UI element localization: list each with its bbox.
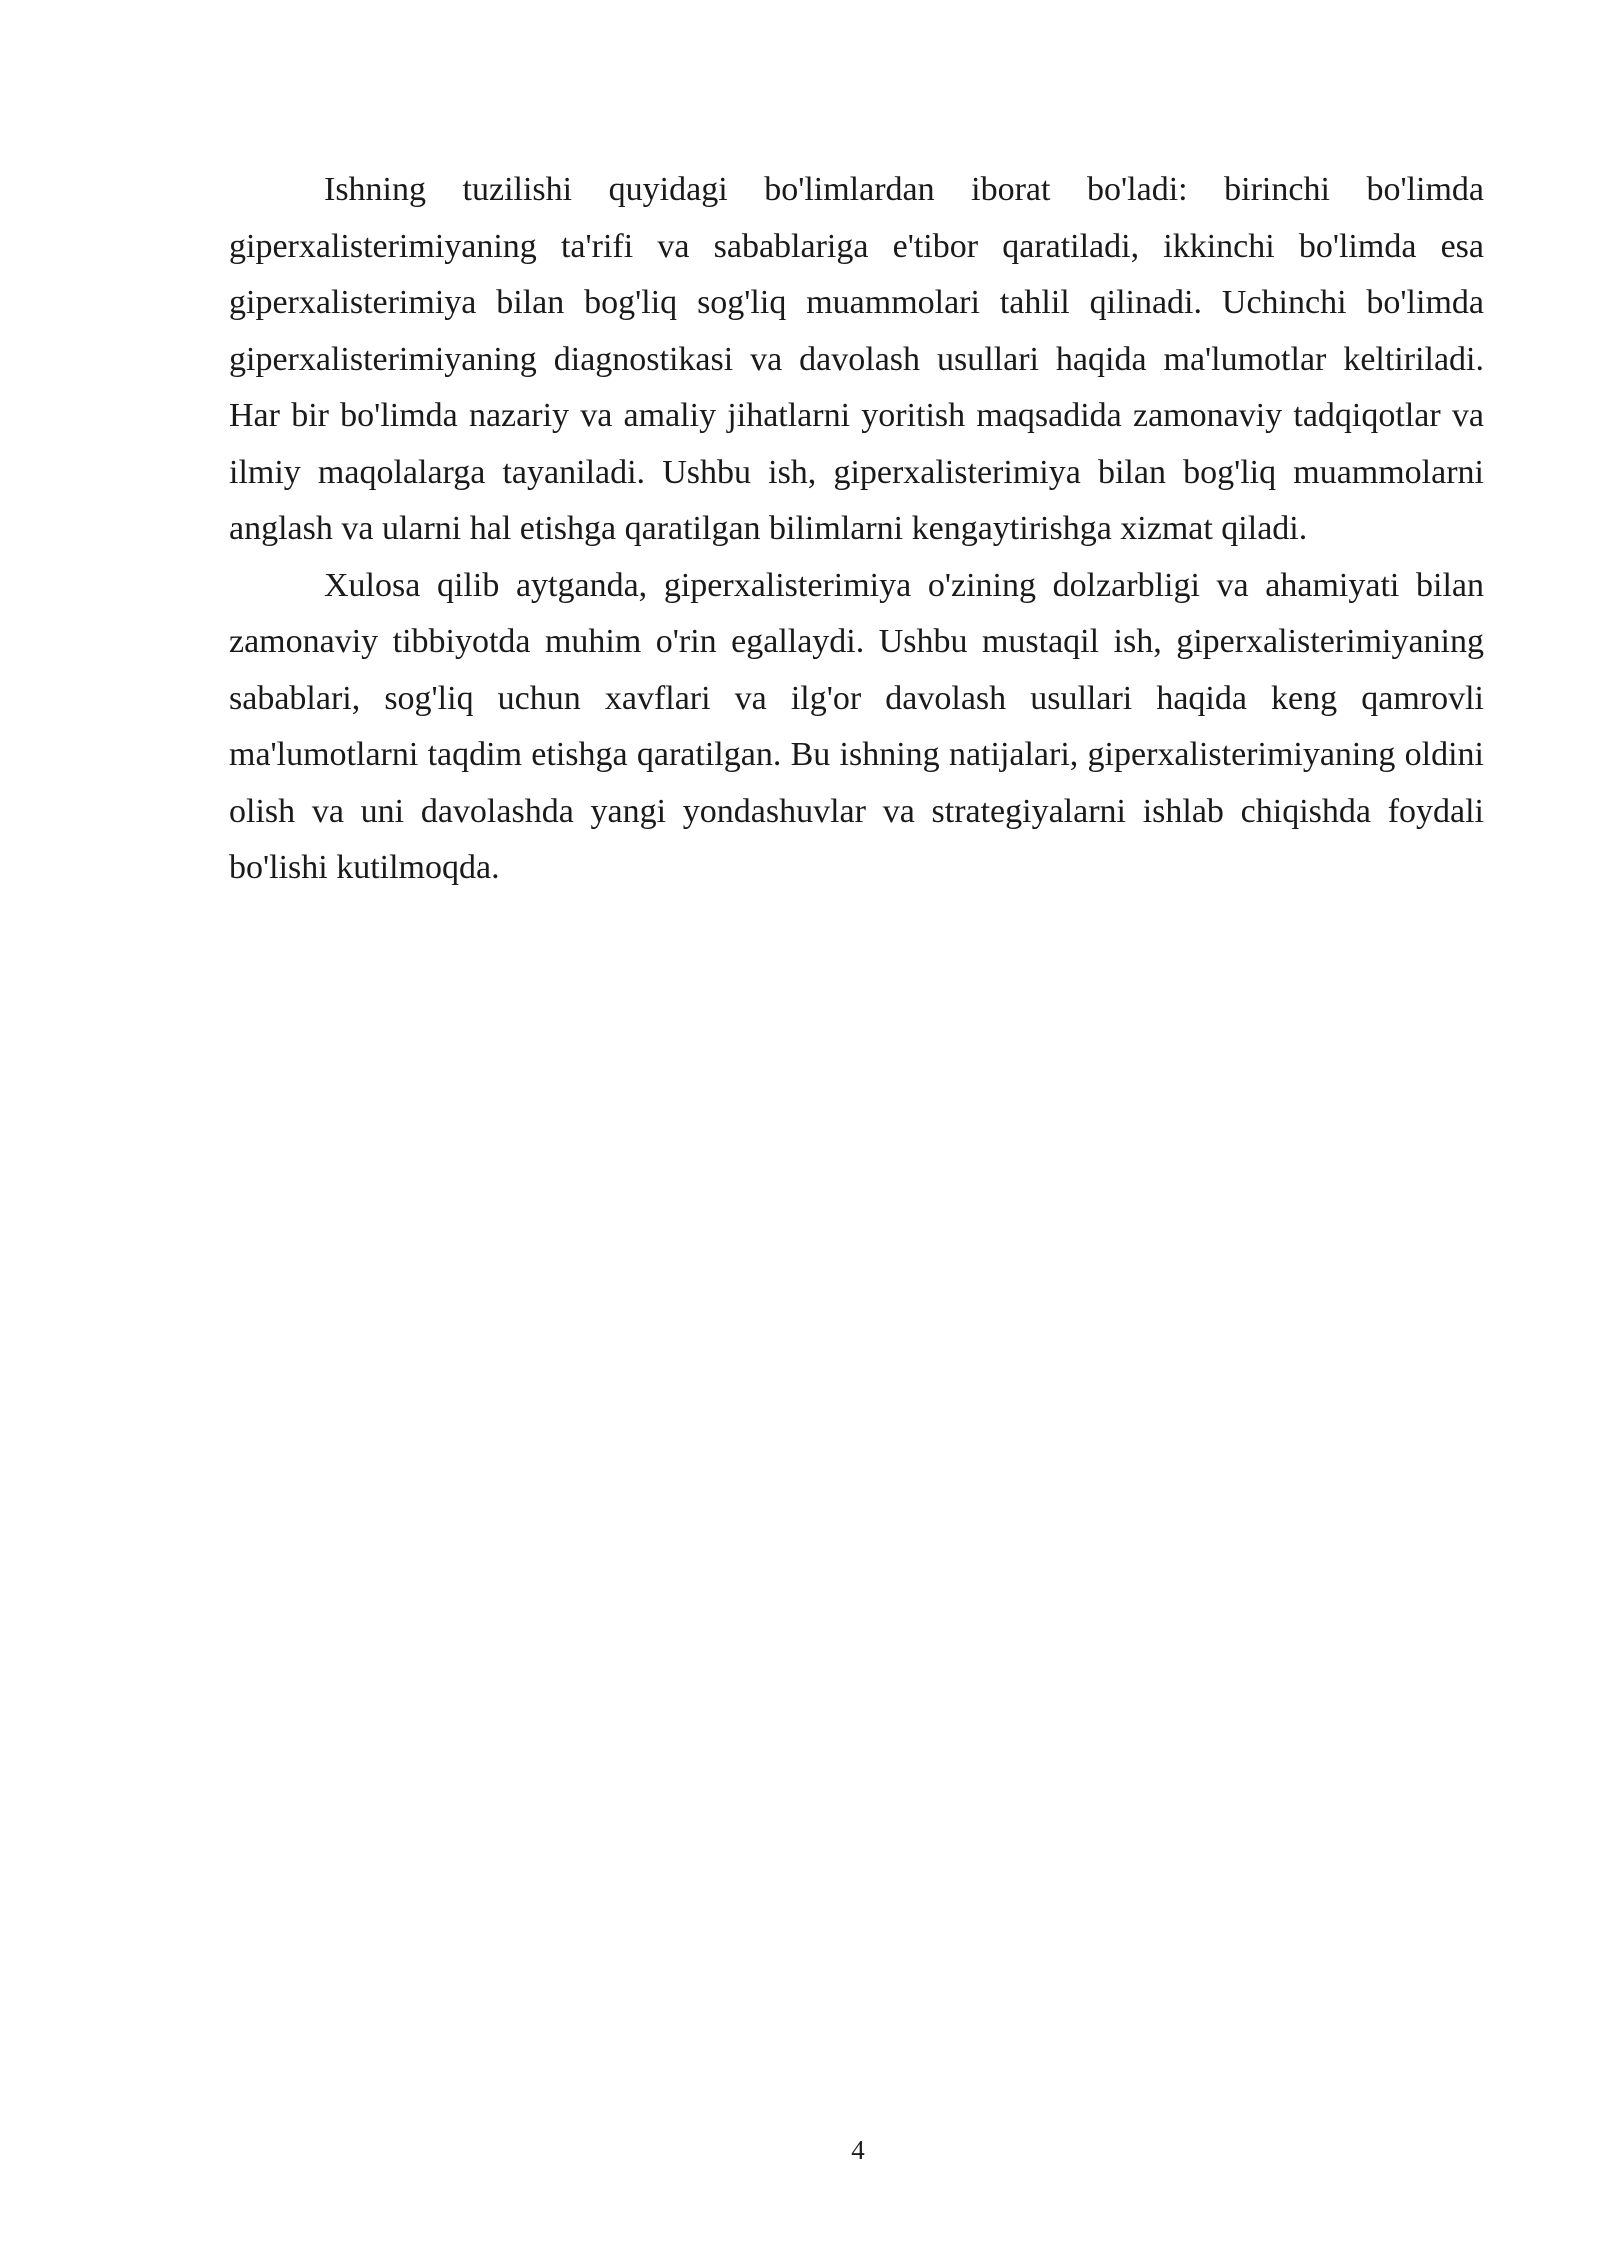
paragraph-conclusion: Xulosa qilib aytganda, giperxalisterimiya o'zining dolzarbligi va ahamiyati bilan zamonaviy tibbiyotda muhim o'rin egallaydi. Ushbu mustaqil ish, giperxalisterimiyaning sabablari, sog'liq uchun xavflari va ilg'or davolash usullari haqida keng qamrovli ma'lumotlarni taqdim etishga qaratilgan. Bu ishning natijalari, giperxalisterimiyaning oldini olish va uni davolashda yangi yondashuvlar va strategiyalarni ishlab chiqishda foydali bo'lishi kutilmoqda. — [229, 566, 1484, 886]
document-body — [229, 162, 1484, 897]
page-number: 4 — [851, 2135, 865, 2165]
paragraph-structure: Ishning tuzilishi quyidagi bo'limlardan iborat bo'ladi: birinchi bo'limda giperxalisterimiyaning ta'rifi va sabablariga e'tibor qaratiladi, ikkinchi bo'limda esa giperxalisterimiya bilan bog'liq sog'liq muammolari tahlil qilinadi. Uchinchi bo'limda giperxalisterimiyaning diagnostikasi va davolash usullari haqida ma'lumotlar keltiriladi. Har bir bo'limda nazariy va amaliy jihatlarni yoritish maqsadida zamonaviy tadqiqotlar va ilmiy maqolalarga tayaniladi. Ushbu ish, giperxalisterimiya bilan bog'liq muammolarni anglash va ularni hal etishga qaratilgan bilimlarni kengaytirishga xizmat qiladi. — [229, 171, 1484, 547]
